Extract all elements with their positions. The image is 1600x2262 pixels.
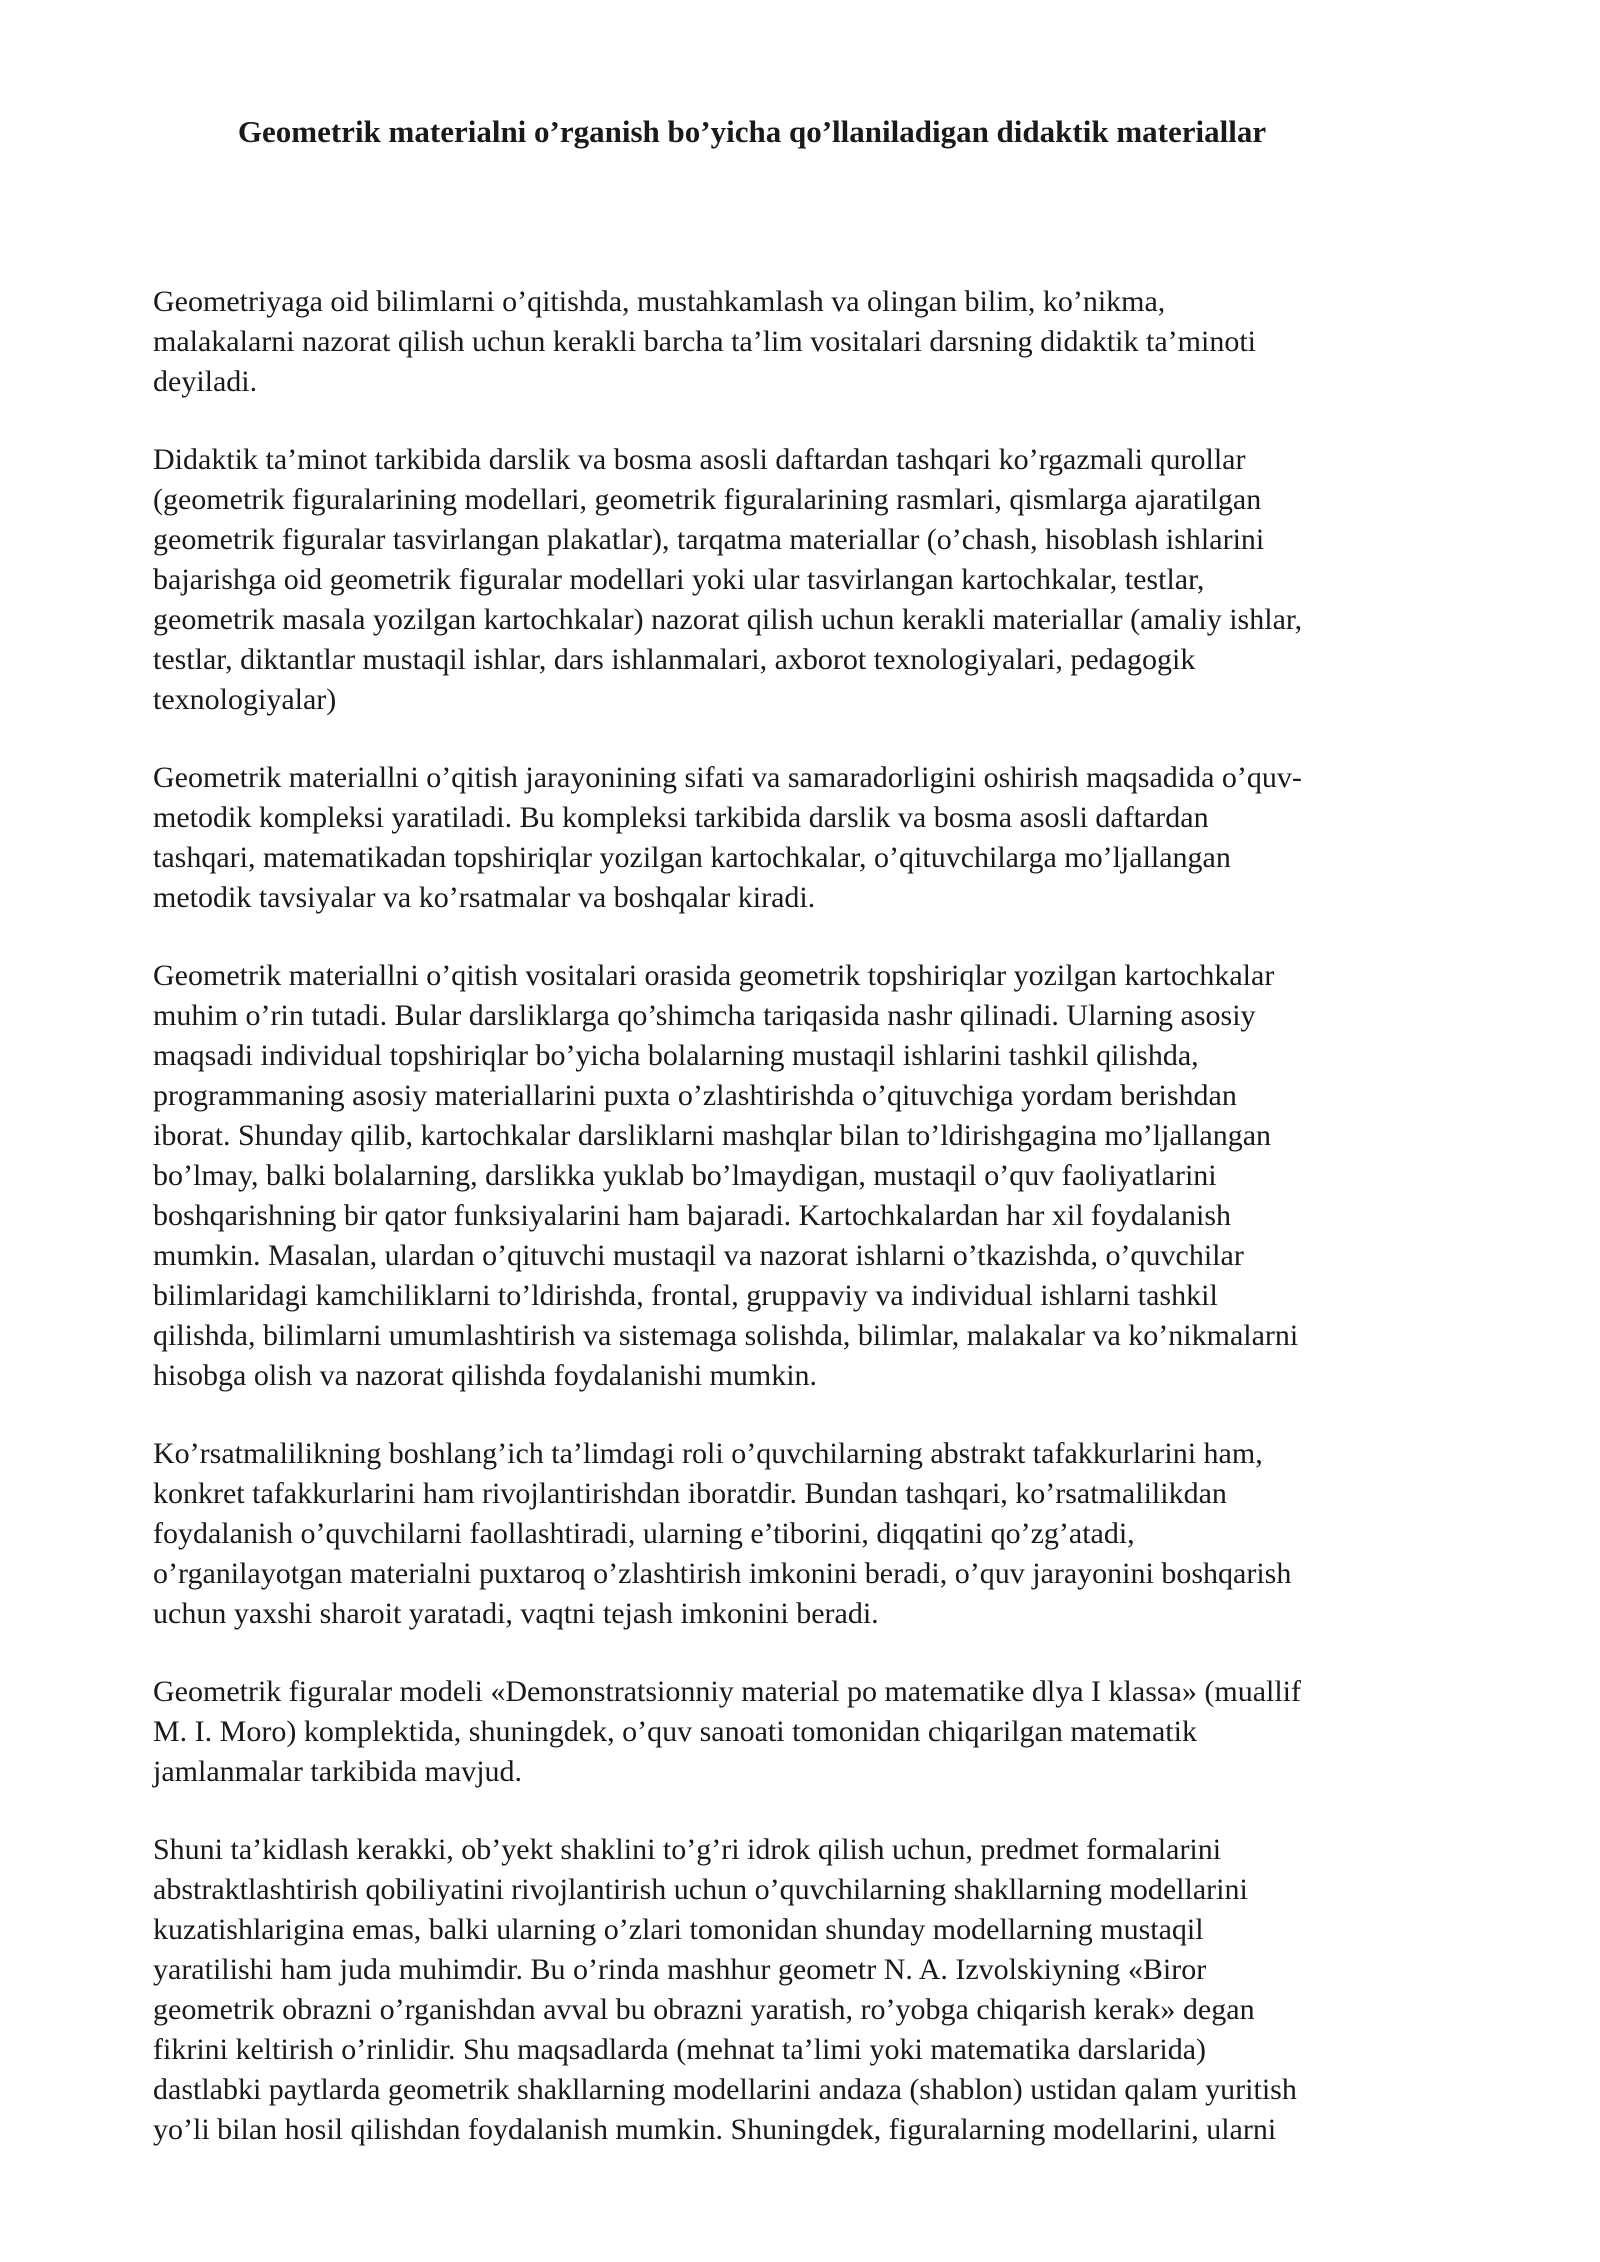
paragraph-1: Geometriyaga oid bilimlarni o’qitishda, mustahkamlash va olingan bilim, ko’nikma, malakalarni nazorat qilish uchun kerakli barcha ta’lim vositalari darsning didaktik ta’minoti deyiladi. — [153, 285, 1256, 398]
paragraph-6: Geometrik figuralar modeli «Demonstratsionniy material po matematike dlya I klassa» (muallif M. I. Moro) komplektida, shuningdek, o’quv sanoati tomonidan chiqarilgan matematik jamlanmalar tarkibida mavjud. — [153, 1675, 1301, 1788]
paragraph-2: Didaktik ta’minot tarkibida darslik va bosma asosli daftardan tashqari ko’rgazmali qurollar (geometrik figuralarining modellari, geometrik figuralarining rasmlari, qismlarga ajaratilgan geometrik figuralar tasvirlangan plakatlar), tarqatma materiallar (o’chash, hisoblash ishlarini bajarishga oid geometrik figuralar modellari yoki ular tasvirlangan kartochkalar, testlar, geometrik masala yozilgan kartochkalar) nazorat qilish uchun kerakli materiallar (amaliy ishlar, testlar, diktantlar mustaqil ishlar, dars ishlanmalari, axborot texnologiyalari, pedagogik texnologiyalar) — [153, 443, 1303, 716]
paragraph-4: Geometrik materiallni o’qitish vositalari orasida geometrik topshiriqlar yozilgan kartochkalar muhim o’rin tutadi. Bular darsliklarga qo’shimcha tariqasida nashr qilinadi. Ularning asosiy maqsadi individual topshiriqlar bo’yicha bolalarning mustaqil ishlarini tashkil qilishda, programmaning asosiy materiallarini puxta o’zlashtirishda o’qituvchiga yordam berishdan iborat. Shunday qilib, kartochkalar darsliklarni mashqlar bilan to’ldirishgagina mo’ljallangan bo’lmay, balki bolalarning, darslikka yuklab bo’lmaydigan, mustaqil o’quv faoliyatlarini boshqarishning bir qator funksiyalarini ham bajaradi. Kartochkalardan har xil foydalanish mumkin. Masalan, ulardan o’qituvchi mustaqil va nazorat ishlarni o’tkazishda, o’quvchilar bilimlaridagi kamchiliklarni to’ldirishda, frontal, gruppaviy va individual ishlarni tashkil qilishda, bilimlarni umumlashtirish va sistemaga solishda, bilimlar, malakalar va ko’nikmalarni hisobga olish va nazorat qilishda foydalanishi mumkin. — [153, 959, 1299, 1392]
paragraph-3: Geometrik materiallni o’qitish jarayonining sifati va samaradorligini oshirish maqsadida o’quv- metodik kompleksi yaratiladi. Bu kompleksi tarkibida darslik va bosma asosli daftardan tashqari, matematikadan topshiriqlar yozilgan kartochkalar, o’qituvchilarga mo’ljallangan metodik tavsiyalar va ko’rsatmalar va boshqalar kiradi. — [153, 761, 1302, 914]
paragraph-5: Ko’rsatmalilikning boshlang’ich ta’limdagi roli o’quvchilarning abstrakt tafakkurlarini ham, konkret tafakkurlarini ham rivojlantirishdan iboratdir. Bundan tashqari, ko’rsatmalilikdan foydalanish o’quvchilarni faollashtiradi, ularning e’tiborini, diqqatini qo’zg’atadi, o’rganilayotgan materialni puxtaroq o’zlashtirish imkonini beradi, o’quv jarayonini boshqarish uchun yaxshi sharoit yaratadi, vaqtni tejash imkonini beradi. — [153, 1437, 1292, 1630]
paragraph-7: Shuni ta’kidlash kerakki, ob’yekt shaklini to’g’ri idrok qilish uchun, predmet formalarini abstraktlashtirish qobiliyatini rivojlantirish uchun o’quvchilarning shakllarning modellarini kuzatishlarigina emas, balki ularning o’zlari tomonidan shunday modellarning mustaqil yaratilishi ham juda muhimdir. Bu o’rinda mashhur geometr N. A. Izvolskiyning «Biror geometrik obrazni o’rganishdan avval bu obrazni yaratish, ro’yobga chiqarish kerak» degan fikrini keltirish o’rinlidir. Shu maqsadlarda (mehnat ta’limi yoki matematika darslarida) dastlabki paytlarda geometrik shakllarning modellarini andaza (shablon) ustidan qalam yuritish yo’li bilan hosil qilishdan foydalanish mumkin. Shuningdek, figuralarning modellarini, ularni — [153, 1833, 1297, 2146]
document-title: Geometrik materialni o’rganish bo’yicha qo’llaniladigan didaktik materiallar — [237, 114, 1267, 149]
